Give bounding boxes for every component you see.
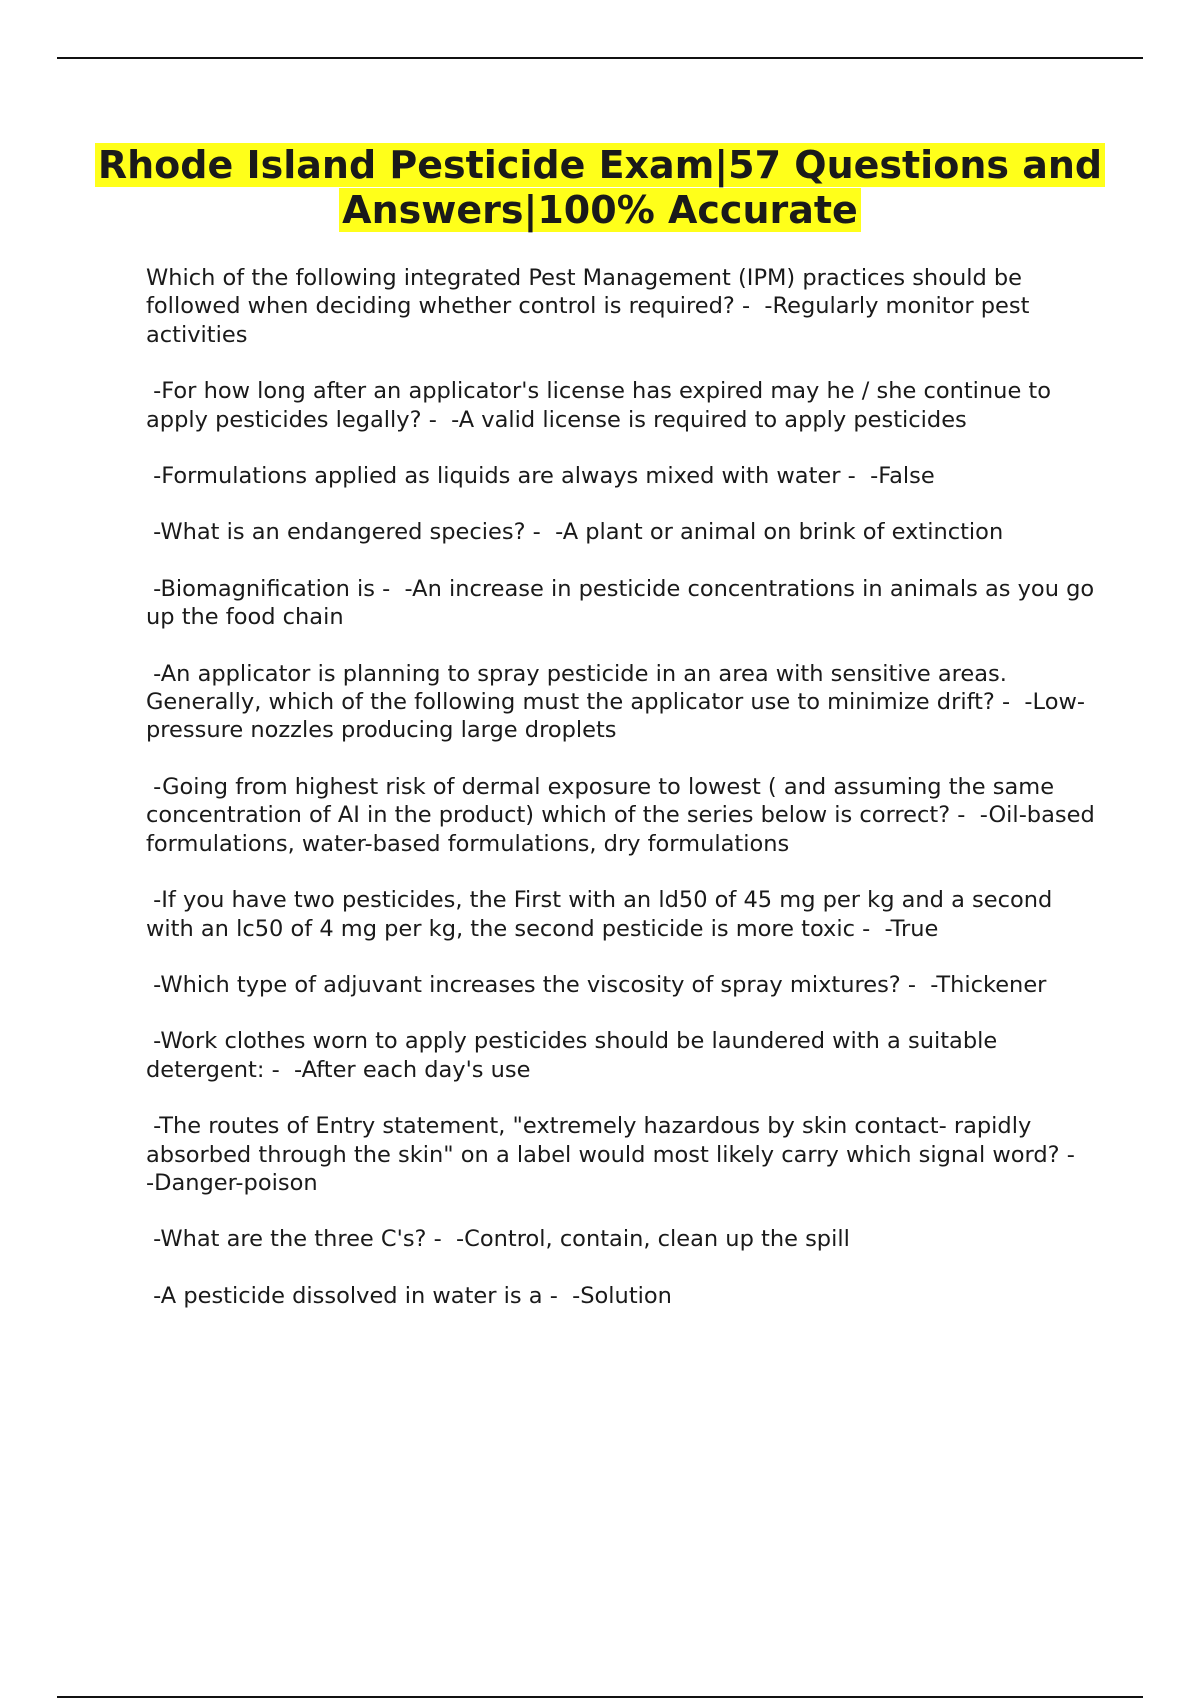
- qa-item: Which of the following integrated Pest Management (IPM) practices should be followed when deciding whether control is required? - -Regularly monitor pest activities: [146, 265, 1037, 348]
- qa-item: -Which type of adjuvant increases the viscosity of spray mixtures? - -Thickener: [146, 971, 1047, 998]
- top-rule: [57, 57, 1143, 59]
- qa-item: -An applicator is planning to spray pesticide in an area with sensitive areas. Generally, which of the following must the applicator use to minimize drift? - -Low-pressure nozzles producing large droplets: [146, 660, 1085, 744]
- qa-item: -A pesticide dissolved in water is a - -Solution: [146, 1282, 672, 1309]
- qa-item: -For how long after an applicator's license has expired may he / she continue to apply pesticides legally? - -A valid license is required to apply pesticides: [146, 378, 1059, 433]
- qa-item: -What are the three C's? - -Control, contain, clean up the spill: [146, 1226, 850, 1253]
- qa-item: -What is an endangered species? - -A plant or animal on brink of extinction: [146, 519, 1004, 546]
- qa-list: [146, 264, 1102, 1338]
- qa-item: -The routes of Entry statement, "extremely hazardous by skin contact- rapidly absorbed through the skin" on a label would most likely carry which signal word? - -Danger-poison: [146, 1113, 1090, 1196]
- document-title: [0, 143, 1200, 233]
- qa-item: -Formulations applied as liquids are always mixed with water - -False: [146, 463, 935, 490]
- qa-item: -Biomagnification is - -An increase in pesticide concentrations in animals as you go up the food chain: [146, 575, 1102, 631]
- qa-item: -Going from highest risk of dermal exposure to lowest ( and assuming the same concentration of AI in the product) which of the series below is correct? - -Oil-based formulations, water-based formulations, dry formulations: [146, 773, 1102, 857]
- document-title-text: Rhode Island Pesticide Exam|57 Questions and Answers|100% Accurate: [95, 143, 1105, 232]
- qa-item: -Work clothes worn to apply pesticides should be laundered with a suitable detergent: - -After each day's use: [146, 1028, 1005, 1083]
- bottom-rule: [57, 1696, 1143, 1698]
- qa-item: -If you have two pesticides, the First with an ld50 of 45 mg per kg and a second with an lc50 of 4 mg per kg, the second pesticide is more toxic - -True: [146, 887, 1060, 942]
